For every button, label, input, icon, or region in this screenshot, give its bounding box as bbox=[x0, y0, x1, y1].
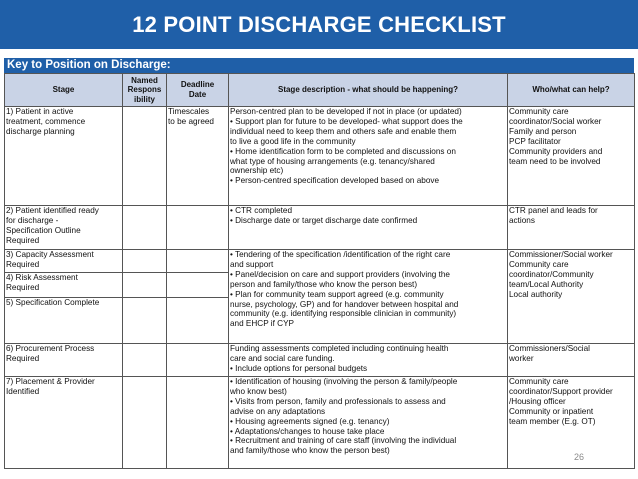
deadline-cell-3 bbox=[167, 250, 229, 273]
stage-cell-4: 4) Risk Assessment Required bbox=[5, 273, 123, 298]
table-row bbox=[5, 377, 635, 469]
who-cell-3: Commissioner/Social worker Community care coordinator/Community team/Local Authority Local authority bbox=[508, 250, 635, 344]
key-bar: Key to Position on Discharge: bbox=[4, 58, 634, 73]
responsibility-cell-1 bbox=[123, 107, 167, 206]
description-cell-1: Person-centred plan to be developed if not in place (or updated) • Support plan for future to be developed- what support does the individual need to keep them and others safe and enable them to live a good life in the community • Home identification form to be completed and discussions on what type of housing arrangements (e.g. tenancy/shared ownership etc) • Person-centred specification developed based on above bbox=[229, 107, 508, 206]
description-cell-7: • Identification of housing (involving the person & family/people who know best) • Visits from person, family and professionals to assess and advise on any adaptations • Housing agreements signed (e.g. tenancy) • Adaptations/changes to house take place • Recruitment and training of care staff (involving the individual and family/those who know the person best) bbox=[229, 377, 508, 469]
header-deadline-date: Deadline Date bbox=[167, 74, 229, 107]
header-description: Stage description - what should be happening? bbox=[229, 74, 508, 107]
deadline-cell-7 bbox=[167, 377, 229, 469]
deadline-cell-5 bbox=[167, 298, 229, 344]
responsibility-cell-7 bbox=[123, 377, 167, 469]
responsibility-cell-6 bbox=[123, 344, 167, 377]
who-cell-6: Commissioners/Social worker bbox=[508, 344, 635, 377]
stage-cell-7: 7) Placement & Provider Identified bbox=[5, 377, 123, 469]
responsibility-cell-2 bbox=[123, 206, 167, 250]
responsibility-cell-4 bbox=[123, 273, 167, 298]
header-who-can-help: Who/what can help? bbox=[508, 74, 635, 107]
description-cell-6: Funding assessments completed including continuing health care and social care funding. • Include options for personal budgets bbox=[229, 344, 508, 377]
stage-cell-6: 6) Procurement Process Required bbox=[5, 344, 123, 377]
deadline-cell-1: Timescales to be agreed bbox=[167, 107, 229, 206]
page-title: 12 POINT DISCHARGE CHECKLIST bbox=[132, 11, 506, 37]
table-row bbox=[5, 107, 635, 206]
deadline-cell-2 bbox=[167, 206, 229, 250]
responsibility-cell-3 bbox=[123, 250, 167, 273]
page-number: 26 bbox=[574, 452, 585, 462]
table-row bbox=[5, 206, 635, 250]
responsibility-cell-5 bbox=[123, 298, 167, 344]
discharge-checklist-table bbox=[4, 73, 635, 469]
who-cell-7: Community care coordinator/Support provider /Housing officer Community or inpatient team member (E.g. OT) bbox=[508, 377, 635, 469]
table-row bbox=[5, 344, 635, 377]
table-header-row bbox=[5, 74, 635, 107]
table-row bbox=[5, 250, 635, 273]
stage-cell-5: 5) Specification Complete bbox=[5, 298, 123, 344]
deadline-cell-6 bbox=[167, 344, 229, 377]
header-named-responsibility: Named Respons ibility bbox=[123, 74, 167, 107]
header-stage: Stage bbox=[5, 74, 123, 107]
who-cell-2: CTR panel and leads for actions bbox=[508, 206, 635, 250]
title-bar bbox=[0, 0, 638, 49]
stage-cell-2: 2) Patient identified ready for discharge - Specification Outline Required bbox=[5, 206, 123, 250]
description-cell-3: • Tendering of the specification /identification of the right care and support • Panel/decision on care and support providers (involving the person and family/those who know the person best) • Plan for community team support agreed (e.g. community nurse, psychology, GP) and for handover between hospital and community (e.g. identifying responsible clinician in community) and EHCP if CYP bbox=[229, 250, 508, 344]
deadline-cell-4 bbox=[167, 273, 229, 298]
description-cell-2: • CTR completed • Discharge date or target discharge date confirmed bbox=[229, 206, 508, 250]
stage-cell-1: 1) Patient in active treatment, commence discharge planning bbox=[5, 107, 123, 206]
stage-cell-3: 3) Capacity Assessment Required bbox=[5, 250, 123, 273]
who-cell-1: Community care coordinator/Social worker Family and person PCP facilitator Community providers and team need to be involved bbox=[508, 107, 635, 206]
